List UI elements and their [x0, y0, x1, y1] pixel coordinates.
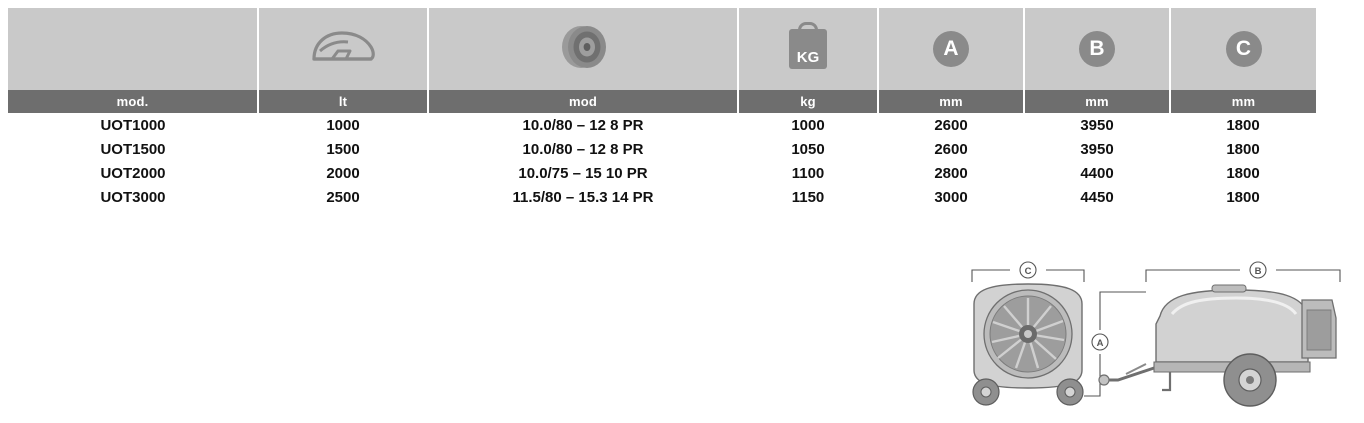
cell-c: 1800: [1170, 137, 1316, 161]
unit-header-c: mm: [1170, 90, 1316, 113]
unit-header-model: mod.: [8, 90, 258, 113]
unit-header-a: mm: [878, 90, 1024, 113]
spec-sheet: [0, 8, 1364, 420]
cell-capacity: 2000: [258, 161, 428, 185]
cell-tyre: 10.0/80 – 12 8 PR: [428, 113, 738, 137]
cell-a: 2800: [878, 161, 1024, 185]
sprayer-side-view: [1096, 285, 1336, 406]
cell-capacity: 1500: [258, 137, 428, 161]
cell-capacity: 2500: [258, 185, 428, 209]
unit-header-tyre: mod: [428, 90, 738, 113]
sprayer-front-view: [973, 284, 1083, 405]
cell-weight: 1150: [738, 185, 878, 209]
label-c-text: C: [1024, 266, 1032, 277]
label-a-circle: [1092, 334, 1108, 350]
cell-weight: 1050: [738, 137, 878, 161]
weight-kg-icon: KG: [789, 29, 827, 69]
cell-b: 3950: [1024, 113, 1170, 137]
header-cell-a: [878, 8, 1024, 90]
header-cell-b: [1024, 8, 1170, 90]
header-cell-weight: [738, 8, 878, 90]
cell-a: 2600: [878, 113, 1024, 137]
cell-b: 3950: [1024, 137, 1170, 161]
unit-header-row: [8, 90, 1316, 113]
cell-weight: 1000: [738, 113, 878, 137]
cell-b: 4450: [1024, 185, 1170, 209]
circle-c-icon: C: [1226, 31, 1262, 67]
table-row: [8, 113, 1316, 137]
table-row: [8, 161, 1316, 185]
cell-capacity: 1000: [258, 113, 428, 137]
cell-b: 4400: [1024, 161, 1170, 185]
cell-c: 1800: [1170, 185, 1316, 209]
cell-model: UOT3000: [8, 185, 258, 209]
icon-header-row: [8, 8, 1316, 90]
label-b-circle: [1250, 262, 1266, 278]
header-cell-tyre: [428, 8, 738, 90]
cell-weight: 1100: [738, 161, 878, 185]
tank-silhouette-icon: [308, 25, 378, 69]
header-cell-model: [8, 8, 258, 90]
cell-a: 3000: [878, 185, 1024, 209]
label-a-text: A: [1096, 338, 1104, 349]
label-c-circle: [1020, 262, 1036, 278]
cell-model: UOT1000: [8, 113, 258, 137]
cell-a: 2600: [878, 137, 1024, 161]
table-row: [8, 185, 1316, 209]
dimension-diagram: [950, 258, 1350, 418]
cell-c: 1800: [1170, 113, 1316, 137]
table-row: [8, 137, 1316, 161]
cell-tyre: 11.5/80 – 15.3 14 PR: [428, 185, 738, 209]
cell-model: UOT2000: [8, 161, 258, 185]
header-cell-c: [1170, 8, 1316, 90]
circle-b-icon: B: [1079, 31, 1115, 67]
unit-header-b: mm: [1024, 90, 1170, 113]
circle-a-icon: A: [933, 31, 969, 67]
label-b-text: B: [1254, 266, 1262, 277]
cell-tyre: 10.0/75 – 15 10 PR: [428, 161, 738, 185]
cell-c: 1800: [1170, 161, 1316, 185]
dimension-diagram-svg: [950, 258, 1350, 418]
header-cell-capacity: [258, 8, 428, 90]
specifications-table: [8, 8, 1316, 209]
unit-header-weight: kg: [738, 90, 878, 113]
unit-header-capacity: lt: [258, 90, 428, 113]
fan-icon: [557, 21, 609, 73]
cell-tyre: 10.0/80 – 12 8 PR: [428, 137, 738, 161]
cell-model: UOT1500: [8, 137, 258, 161]
